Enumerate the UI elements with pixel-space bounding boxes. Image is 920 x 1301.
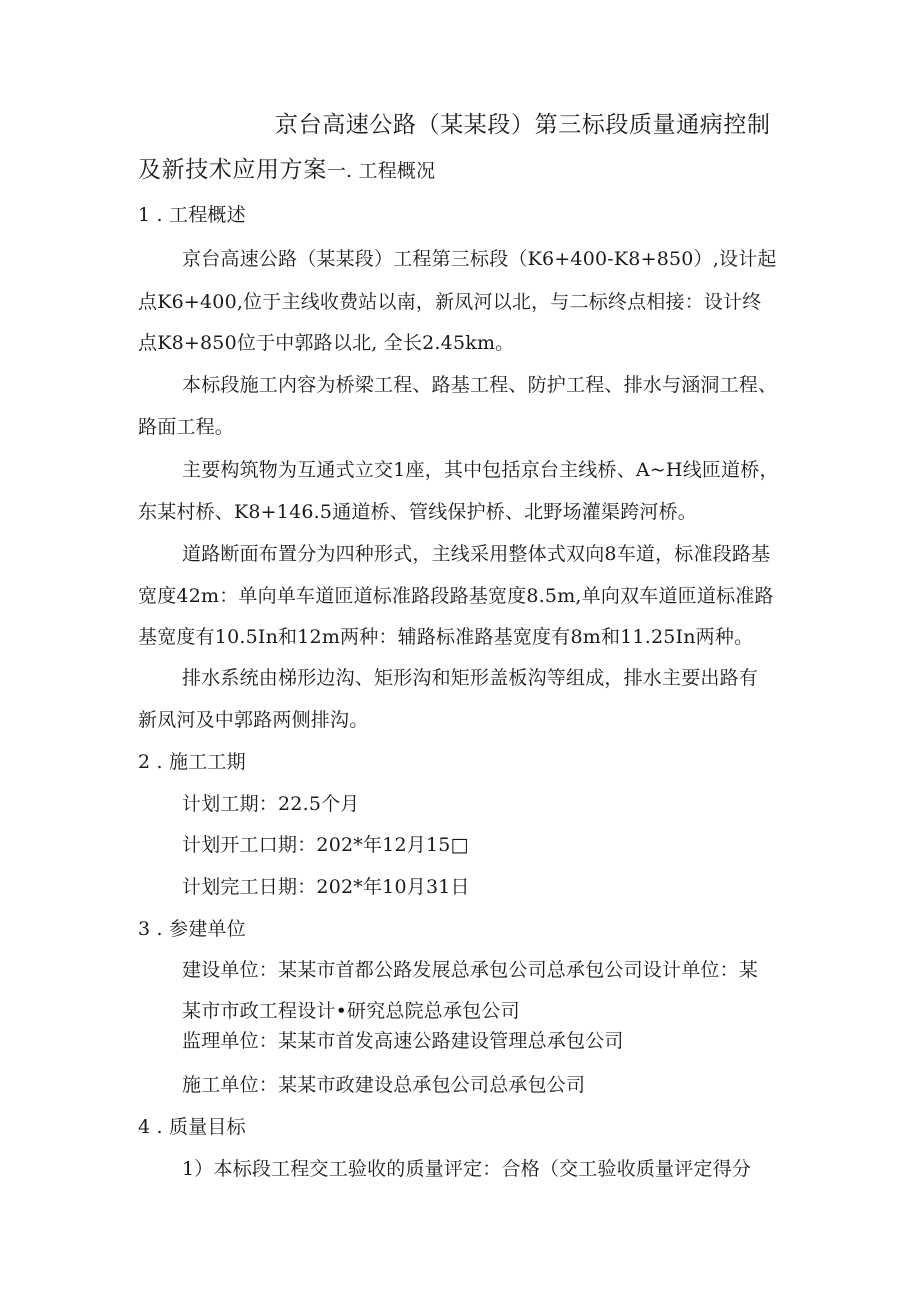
schedule-item-end-date: 计划完工日期：202*年10月31日 [182, 876, 470, 898]
participant-line-1: 建设单位：某某市首都公路发展总承包公司总承包公司设计单位：某 [182, 959, 759, 981]
schedule-item-start-date: 计划开工口期：202*年12月15□ [182, 834, 469, 856]
paragraph-4-line-3: 基宽度有10.5In和12m两种：辅路标准路基宽度有8m和11.25In两种。 [138, 626, 754, 648]
paragraph-3-line-2: 东某村桥、K8+146.5通道桥、管线保护桥、北野场灌渠跨河桥。 [138, 501, 697, 523]
quality-goal-item-1: 1）本标段工程交工验收的质量评定：合格（交工验收质量评定得分 [182, 1158, 752, 1180]
section-heading-2: 2 . 施工工期 [138, 751, 246, 773]
schedule-item-duration: 计划工期：22.5个月 [182, 793, 360, 815]
document-title-line-1: 京台高速公路（某某段）第三标段质量通病控制 [275, 112, 771, 138]
paragraph-1-line-3: 点K8+850位于中郭路以北, 全长2.45km。 [138, 332, 515, 354]
paragraph-2-line-1: 本标段施工内容为桥梁工程、路基工程、防护工程、排水与涵洞工程、 [182, 374, 778, 396]
paragraph-5-line-1: 排水系统由梯形边沟、矩形沟和矩形盖板沟等组成，排水主要出路有 [182, 667, 759, 689]
chapter-heading-project-overview: 一. 工程概况 [326, 160, 436, 182]
participant-line-2: 某市市政工程设计•研究总院总承包公司 [182, 1000, 520, 1022]
paragraph-4-line-2: 宽度42m：单向单车道匝道标准路段路基宽度8.5m,单向双车道匝道标准路 [138, 585, 774, 607]
section-heading-4: 4 . 质量目标 [138, 1116, 246, 1138]
document-title-main: 及新技术应用方案 [138, 157, 327, 183]
paragraph-4-line-1: 道路断面布置分为四种形式，主线采用整体式双向8车道，标准段路基 [182, 543, 771, 565]
paragraph-1-line-2: 点K6+400,位于主线收费站以南，新凤河以北，与二标终点相接：设计终 [138, 291, 762, 313]
section-heading-1: 1 . 工程概述 [138, 204, 246, 226]
participant-line-3: 监理单位：某某市首发高速公路建设管理总承包公司 [182, 1030, 624, 1052]
section-heading-3: 3 . 参建单位 [138, 918, 246, 940]
participant-line-4: 施工单位：某某市政建设总承包公司总承包公司 [182, 1074, 586, 1096]
paragraph-2-line-2: 路面工程。 [138, 416, 235, 438]
paragraph-1-line-1: 京台高速公路（某某段）工程第三标段（K6+400-K8+850）,设计起 [182, 248, 777, 270]
document-title-line-2 [138, 155, 435, 186]
paragraph-5-line-2: 新凤河及中郭路两侧排沟。 [138, 709, 369, 731]
paragraph-3-line-1: 主要构筑物为互通式立交1座，其中包括京台主线桥、A~H线匝道桥， [182, 459, 779, 481]
